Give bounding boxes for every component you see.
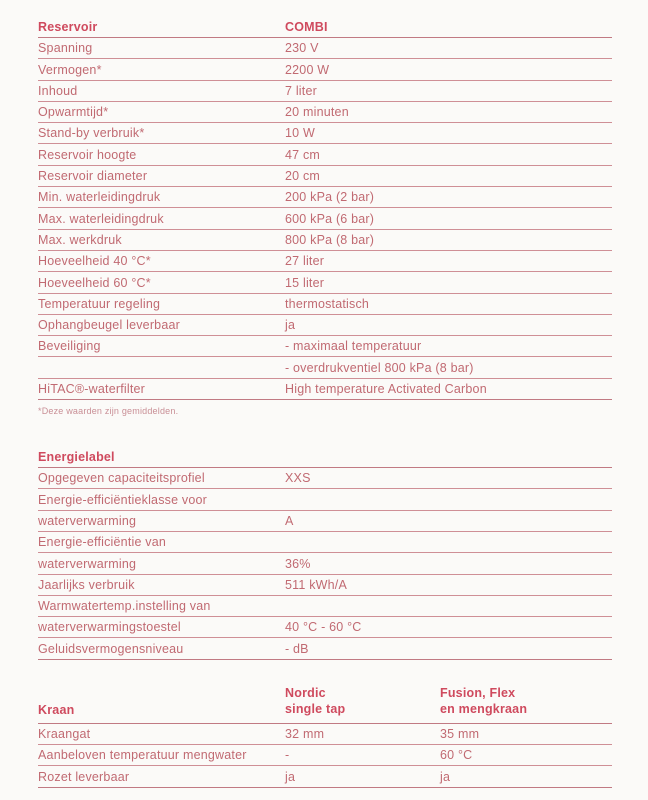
spec-label: waterverwarmingstoestel: [38, 620, 181, 635]
table-row: [38, 638, 612, 659]
table-row: [38, 294, 612, 315]
spec-label: Beveiliging: [38, 339, 101, 354]
spec-value: 200 kPa (2 bar): [285, 190, 375, 205]
spec-label: Jaarlijks verbruik: [38, 577, 135, 592]
spec-label: Rozet leverbaar: [38, 769, 130, 784]
table-row: [38, 166, 612, 187]
spec-label: HiTAC®-waterfilter: [38, 382, 146, 397]
spec-value-fusion: 35 mm: [440, 727, 480, 742]
table-row: [38, 230, 612, 251]
spec-value: 47 cm: [285, 147, 321, 162]
spec-value: High temperature Activated Carbon: [285, 382, 487, 397]
table-row: [38, 575, 612, 596]
footnote: *Deze waarden zijn gemiddelden.: [38, 406, 179, 417]
table-row: [38, 724, 612, 745]
spec-value: 800 kPa (8 bar): [285, 232, 375, 247]
spec-label: waterverwarming: [38, 513, 137, 528]
spec-label: Energie-efficiëntie van: [38, 535, 167, 550]
spec-label: Stand-by verbruik*: [38, 126, 145, 141]
table-row: [38, 123, 612, 144]
column-header-combi: COMBI: [285, 20, 328, 34]
table-row: [38, 357, 612, 378]
spec-value: 2200 W: [285, 62, 330, 77]
spec-label: Kraangat: [38, 727, 91, 742]
spec-value: XXS: [285, 471, 311, 486]
section-title: Reservoir: [38, 20, 98, 34]
spec-value: 36%: [285, 556, 311, 571]
table-row: [38, 59, 612, 80]
table-row: [38, 489, 612, 510]
spec-value: 40 °C - 60 °C: [285, 620, 362, 635]
spec-label: Warmwatertemp.instelling van: [38, 599, 211, 614]
spec-label: Energie-efficiëntieklasse voor: [38, 492, 208, 507]
table-row: [38, 187, 612, 208]
spec-value: - dB: [285, 641, 309, 656]
spec-value: thermostatisch: [285, 296, 370, 311]
spec-value: 511 kWh/A: [285, 577, 348, 592]
spec-label: Inhoud: [38, 83, 78, 98]
spec-value: 10 W: [285, 126, 315, 141]
table-row: [38, 766, 612, 787]
spec-value-nordic: ja: [285, 769, 296, 784]
column-header-fusion: Fusion, Flex en mengkraan: [440, 685, 528, 716]
spec-label: Max. werkdruk: [38, 232, 122, 247]
column-header-nordic: Nordic single tap: [285, 685, 346, 716]
spec-value-fusion: 60 °C: [440, 748, 473, 763]
table-row: [38, 38, 612, 59]
table-row: [38, 102, 612, 123]
spec-label: Opgegeven capaciteitsprofiel: [38, 471, 205, 486]
spec-value: - maximaal temperatuur: [285, 339, 422, 354]
section-title: Kraan: [38, 702, 75, 717]
table-row: [38, 208, 612, 229]
kraan-header-row: [38, 676, 612, 724]
spec-label: Reservoir hoogte: [38, 147, 137, 162]
spec-value: 20 cm: [285, 169, 321, 184]
spec-label: Aanbeloven temperatuur mengwater: [38, 748, 247, 763]
table-row: [38, 532, 612, 553]
spec-label: Vermogen*: [38, 62, 102, 77]
spec-value: 600 kPa (6 bar): [285, 211, 375, 226]
spec-label: Min. waterleidingdruk: [38, 190, 161, 205]
spec-label: Spanning: [38, 41, 93, 56]
spec-value: A: [285, 513, 294, 528]
spec-value-nordic: -: [285, 748, 290, 763]
table-row: [38, 81, 612, 102]
table-row: [38, 144, 612, 165]
spec-label: Opwarmtijd*: [38, 105, 109, 120]
table-row: [38, 336, 612, 357]
spec-label: Max. waterleidingdruk: [38, 211, 164, 226]
table-row: [38, 468, 612, 489]
tap-section: [38, 676, 612, 788]
spec-value-nordic: 32 mm: [285, 727, 325, 742]
spec-label: Hoeveelheid 60 °C*: [38, 275, 151, 290]
spec-label: Hoeveelheid 40 °C*: [38, 254, 151, 269]
spec-sheet-content: [38, 20, 612, 788]
spec-value-fusion: ja: [440, 769, 451, 784]
table-row: [38, 272, 612, 293]
spec-value: - overdrukventiel 800 kPa (8 bar): [285, 360, 474, 375]
spec-value: 15 liter: [285, 275, 325, 290]
table-row: [38, 511, 612, 532]
table-row: [38, 315, 612, 336]
spec-value: 7 liter: [285, 83, 317, 98]
energy-label-section: [38, 446, 612, 660]
spec-label: Geluidsvermogensniveau: [38, 641, 184, 656]
energy-header-row: [38, 446, 612, 468]
table-row: [38, 553, 612, 574]
table-row: [38, 745, 612, 766]
spec-value: 27 liter: [285, 254, 325, 269]
spec-label: Reservoir diameter: [38, 169, 148, 184]
reservoir-section: [38, 20, 612, 416]
section-title: Energielabel: [38, 450, 115, 465]
spec-value: ja: [285, 318, 296, 333]
spec-label: Ophangbeugel leverbaar: [38, 318, 181, 333]
table-row: [38, 379, 612, 400]
spec-label: Temperatuur regeling: [38, 296, 161, 311]
reservoir-header-row: [38, 20, 612, 38]
table-row: [38, 251, 612, 272]
table-row: [38, 617, 612, 638]
spec-label: waterverwarming: [38, 556, 137, 571]
table-row: [38, 596, 612, 617]
spec-value: 20 minuten: [285, 105, 349, 120]
spec-value: 230 V: [285, 41, 319, 56]
